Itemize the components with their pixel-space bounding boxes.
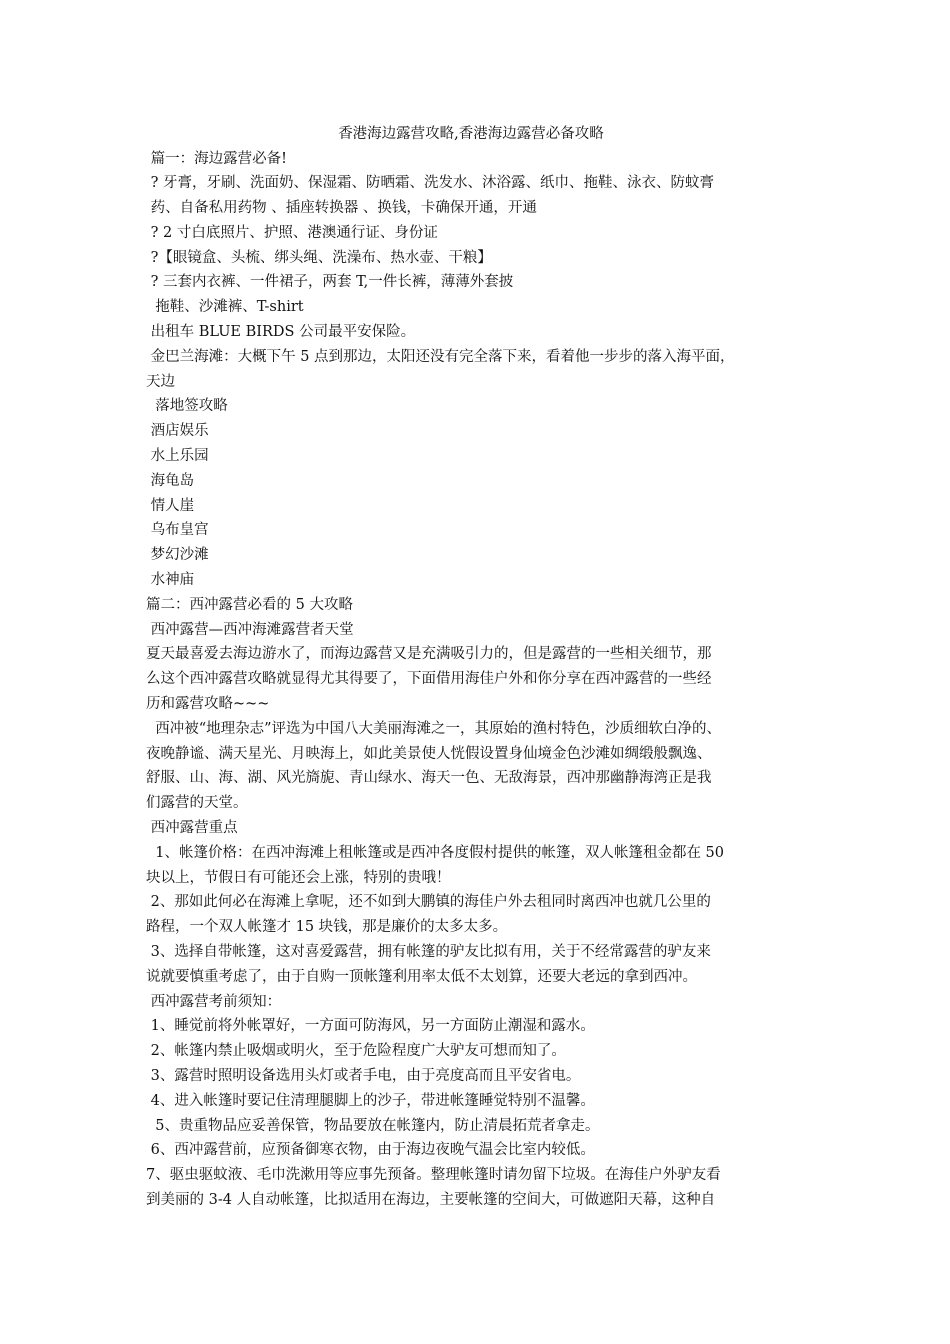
text-line: 篇二：西冲露营必看的 5 大攻略 xyxy=(146,596,353,613)
text-line: ?【眼镜盒、头梳、绑头绳、洗澡布、热水壶、干粮】 xyxy=(146,249,492,266)
text-line: 西冲露营考前须知： xyxy=(146,993,282,1010)
text-line: 西冲被“地理杂志”评选为中国八大美丽海滩之一，其原始的渔村特色，沙质细软白净的、 xyxy=(146,720,722,737)
text-line: 出租车 BLUE BIRDS 公司最平安保险。 xyxy=(146,324,416,341)
document-title: 香港海边露营攻略,香港海边露营必备攻略 xyxy=(338,126,604,142)
text-line: 夏天最喜爱去海边游水了，而海边露营又是充满吸引力的，但是露营的一些相关细节，那 xyxy=(146,646,712,663)
text-line: 拖鞋、沙滩裤、T-shirt xyxy=(146,299,304,316)
text-line: 6、西冲露营前，应预备御寒衣物，由于海边夜晚气温会比室内较低。 xyxy=(146,1142,595,1159)
text-line: 篇一：海边露营必备! xyxy=(146,150,287,167)
text-line: 乌布皇宫 xyxy=(146,522,209,539)
text-line: 西冲露营重点 xyxy=(146,820,238,837)
text-line: 情人崖 xyxy=(146,497,195,514)
document-body xyxy=(146,122,818,1213)
text-line: ? 三套内衣裤、一件裙子，两套 T,一件长裤，薄薄外套披 xyxy=(146,274,514,291)
text-line: 块以上，节假日有可能还会上涨，特别的贵哦！ xyxy=(146,869,451,886)
text-line: 4、进入帐篷时要记住清理腿脚上的沙子，带进帐篷睡觉特别不温馨。 xyxy=(146,1092,595,1109)
text-line: 酒店娱乐 xyxy=(146,423,209,440)
text-line: 历和露营攻略~~~ xyxy=(146,696,270,713)
text-line: 么这个西冲露营攻略就显得尤其得要了，下面借用海佳户外和你分享在西冲露营的一些经 xyxy=(146,671,712,688)
text-line: 说就要慎重考虑了，由于自购一顶帐篷利用率太低不太划算，还要大老远的拿到西冲。 xyxy=(146,968,697,985)
text-line: 水神庙 xyxy=(146,572,195,589)
text-line: 金巴兰海滩：大概下午 5 点到那边，太阳还没有完全落下来，看着他一步步的落入海平面， xyxy=(146,348,735,365)
text-line: 落地签攻略 xyxy=(146,398,228,415)
text-line: ? 2 寸白底照片、护照、港澳通行证、身份证 xyxy=(146,224,438,241)
text-line: 水上乐园 xyxy=(146,448,209,465)
text-line: 们露营的天堂。 xyxy=(146,795,248,812)
text-line: 7、驱虫驱蚊液、毛巾洗漱用等应事先预备。整理帐篷时请勿留下垃圾。在海佳户外驴友看 xyxy=(146,1167,721,1184)
text-line: 3、选择自带帐篷，这对喜爱露营，拥有帐篷的驴友比拟有用，关于不经常露营的驴友来 xyxy=(146,944,711,960)
text-line: 天边 xyxy=(146,373,175,390)
text-line: ? 牙膏，牙刷、洗面奶、保湿霜、防晒霜、洗发水、沐浴露、纸巾、拖鞋、泳衣、防蚊膏 xyxy=(146,175,714,192)
text-line: 1、帐篷价格：在西冲海滩上租帐篷或是西冲各度假村提供的帐篷，双人帐篷租金都在 50 xyxy=(146,844,725,861)
text-line: 舒服、山、海、湖、风光旖旎、青山绿水、海天一色、无敌海景，西冲那幽静海湾正是我 xyxy=(146,770,712,787)
text-line: 2、那如此何必在海滩上拿呢，还不如到大鹏镇的海佳户外去租同时离西冲也就几公里的 xyxy=(146,894,711,911)
text-line: 海龟岛 xyxy=(146,472,195,489)
text-line: 5、贵重物品应妥善保管，物品要放在帐篷内，防止清晨拓荒者拿走。 xyxy=(146,1117,600,1134)
text-line: 3、露营时照明设备选用头灯或者手电，由于亮度高而且平安省电。 xyxy=(146,1067,581,1084)
text-line: 药、自备私用药物 、插座转换器 、换钱，卡确保开通，开通 xyxy=(146,200,537,217)
text-line: 梦幻沙滩 xyxy=(146,547,209,564)
text-line: 西冲露营—西冲海滩露营者天堂 xyxy=(146,621,354,638)
text-line: 2、帐篷内禁止吸烟或明火，至于危险程度广大驴友可想而知了。 xyxy=(146,1043,566,1060)
document-text xyxy=(146,147,818,1213)
text-line: 夜晚静谧、满天星光、月映海上，如此美景使人恍假设置身仙境金色沙滩如绸缎般飘逸、 xyxy=(146,745,712,762)
text-line: 到美丽的 3-4 人自动帐篷，比拟适用在海边，主要帐篷的空间大，可做遮阳天幕，这种自 xyxy=(146,1191,716,1208)
text-line: 1、睡觉前将外帐罩好，一方面可防海风，另一方面防止潮湿和露水。 xyxy=(146,1018,595,1035)
text-line: 路程，一个双人帐篷才 15 块钱，那是廉价的太多太多。 xyxy=(146,919,508,936)
